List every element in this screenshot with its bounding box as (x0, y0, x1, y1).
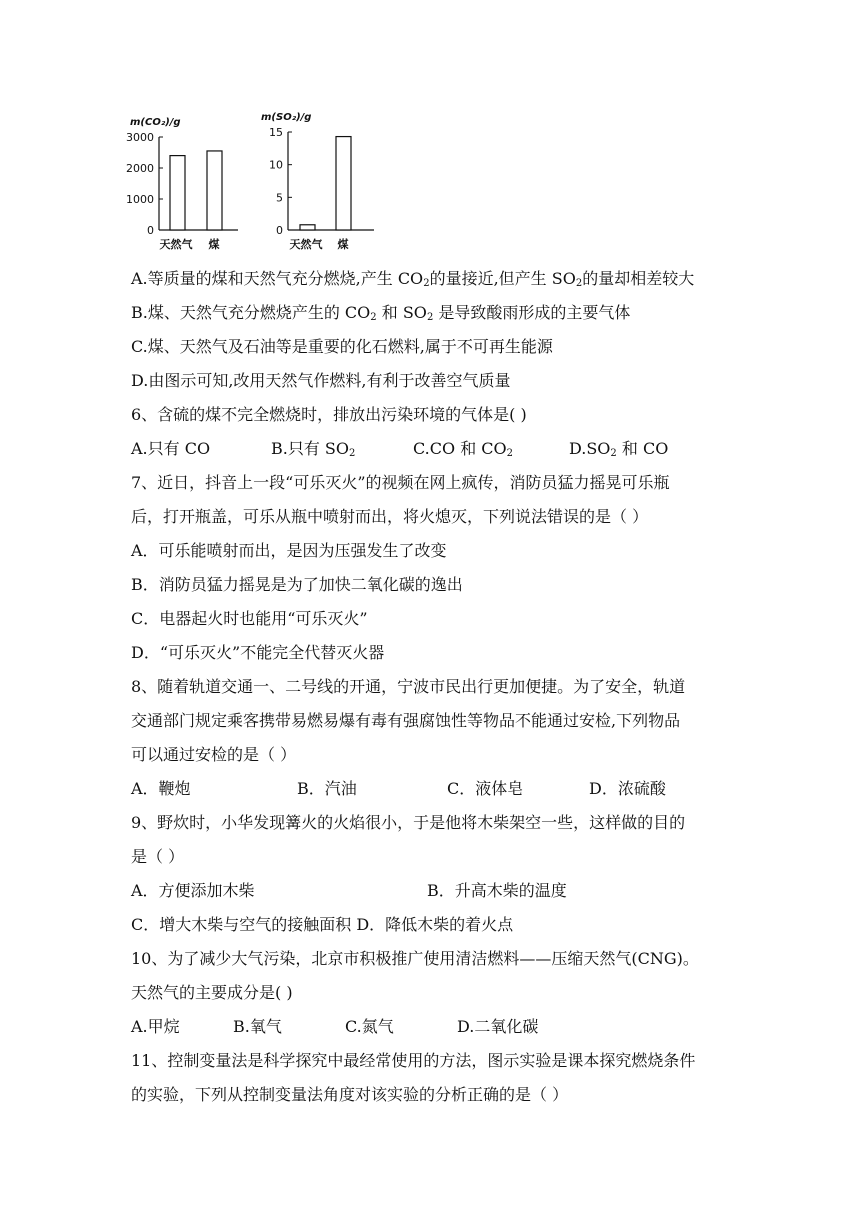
y-tick-label: 5 (276, 191, 283, 205)
q6-option-a: A.只有 CO (131, 439, 211, 458)
q9-option-c: C．增大木柴与空气的接触面积 (131, 915, 352, 934)
q8-stem-3: 可以通过安检的是（ ） (131, 745, 297, 764)
emission-charts (118, 105, 398, 255)
q10-option-a: A.甲烷 (131, 1017, 180, 1036)
q10-stem-1: 10、为了减少大气污染，北京市积极推广使用清洁燃料——压缩天然气(CNG)。 (131, 949, 699, 968)
y-tick-label: 0 (276, 224, 283, 237)
q8-option-a: A．鞭炮 (131, 779, 191, 798)
q7-option-d: D．“可乐灭火”不能完全代替灭火器 (131, 643, 385, 662)
q10-option-b: B.氧气 (233, 1017, 282, 1036)
bar (336, 137, 351, 230)
q9-options-cd (131, 908, 741, 942)
q11-stem-2: 的实验，下列从控制变量法角度对该实验的分析正确的是（ ） (131, 1085, 569, 1104)
q9-option-a: A．方便添加木柴 (131, 881, 255, 900)
q6-option-d: $D.SO_2$ 和 CO (569, 439, 669, 459)
bar (207, 151, 222, 230)
q6-options (131, 432, 741, 466)
y-tick-label: 10 (269, 158, 283, 172)
x-category-label: 天然气 (289, 238, 323, 251)
so2-bar-chart (256, 105, 396, 255)
y-tick-label: 2000 (126, 162, 154, 175)
q6-option-b: B.只有 $SO_2$ (271, 439, 356, 459)
co2-bar-chart (118, 105, 238, 255)
q9-stem-2: 是（ ） (131, 847, 185, 866)
y-axis-label: m(SO₂)/g (261, 112, 312, 123)
q7-option-b: B．消防员猛力摇晃是为了加快二氧化碳的逸出 (131, 575, 463, 594)
q10-option-c: C.氮气 (345, 1017, 394, 1036)
q5-option-b: B.煤、天然气充分燃烧产生的 $CO_2$ 和 $SO_2$ 是导致酸雨形成的主要气体 (131, 303, 631, 323)
q8-option-d: D．浓硫酸 (589, 779, 666, 798)
q10-option-d: D.二氧化碳 (457, 1017, 539, 1036)
q7-stem-1: 7、近日，抖音上一段“可乐灭火”的视频在网上疯传，消防员猛力摇晃可乐瓶 (131, 473, 670, 492)
bar (170, 156, 185, 230)
q6-stem: 6、含硫的煤不完全燃烧时，排放出污染环境的气体是( ) (131, 405, 527, 424)
q5-option-a: A.等质量的煤和天然气充分燃烧,产生 $CO_2$的量接近,但产生 $SO_2$的量却相差较大 (131, 269, 695, 289)
y-tick-label: 0 (147, 224, 154, 237)
q8-stem-1: 8、随着轨道交通一、二号线的开通，宁波市民出行更加便捷。为了安全，轨道 (131, 677, 686, 696)
q8-option-c: C．液体皂 (447, 779, 524, 798)
x-category-label: 煤 (208, 238, 220, 251)
q10-stem-2: 天然气的主要成分是( ) (131, 983, 293, 1002)
q5-option-d: D.由图示可知,改用天然气作燃料,有利于改善空气质量 (131, 371, 511, 390)
q9-options-ab (131, 874, 741, 908)
q9-option-b: B．升高木柴的温度 (427, 881, 567, 900)
q6-option-c: C.CO 和 $CO_2$ (413, 439, 514, 459)
y-axis-label: m(CO₂)/g (130, 117, 181, 128)
q9-option-d: D．降低木柴的着火点 (356, 915, 514, 934)
q10-options (131, 1010, 741, 1044)
y-tick-label: 1000 (126, 193, 154, 206)
bar (300, 225, 315, 230)
x-category-label: 煤 (337, 238, 349, 251)
x-category-label: 天然气 (159, 238, 193, 251)
q11-stem-1: 11、控制变量法是科学探究中最经常使用的方法，图示实验是课本探究燃烧条件 (131, 1051, 696, 1070)
y-tick-label: 3000 (126, 131, 154, 144)
question-list (131, 262, 741, 1112)
q5-option-c: C.煤、天然气及石油等是重要的化石燃料,属于不可再生能源 (131, 337, 553, 356)
q7-option-c: C．电器起火时也能用“可乐灭火” (131, 609, 368, 628)
q8-options (131, 772, 741, 806)
y-tick-label: 15 (269, 126, 283, 139)
q7-option-a: A．可乐能喷射而出，是因为压强发生了改变 (131, 541, 447, 560)
q8-stem-2: 交通部门规定乘客携带易燃易爆有毒有强腐蚀性等物品不能通过安检,下列物品 (131, 711, 681, 730)
q8-option-b: B．汽油 (297, 779, 357, 798)
q7-stem-2: 后，打开瓶盖，可乐从瓶中喷射而出，将火熄灭，下列说法错误的是（ ） (131, 507, 649, 526)
q9-stem-1: 9、野炊时，小华发现篝火的火焰很小，于是他将木柴架空一些，这样做的目的 (131, 813, 686, 832)
